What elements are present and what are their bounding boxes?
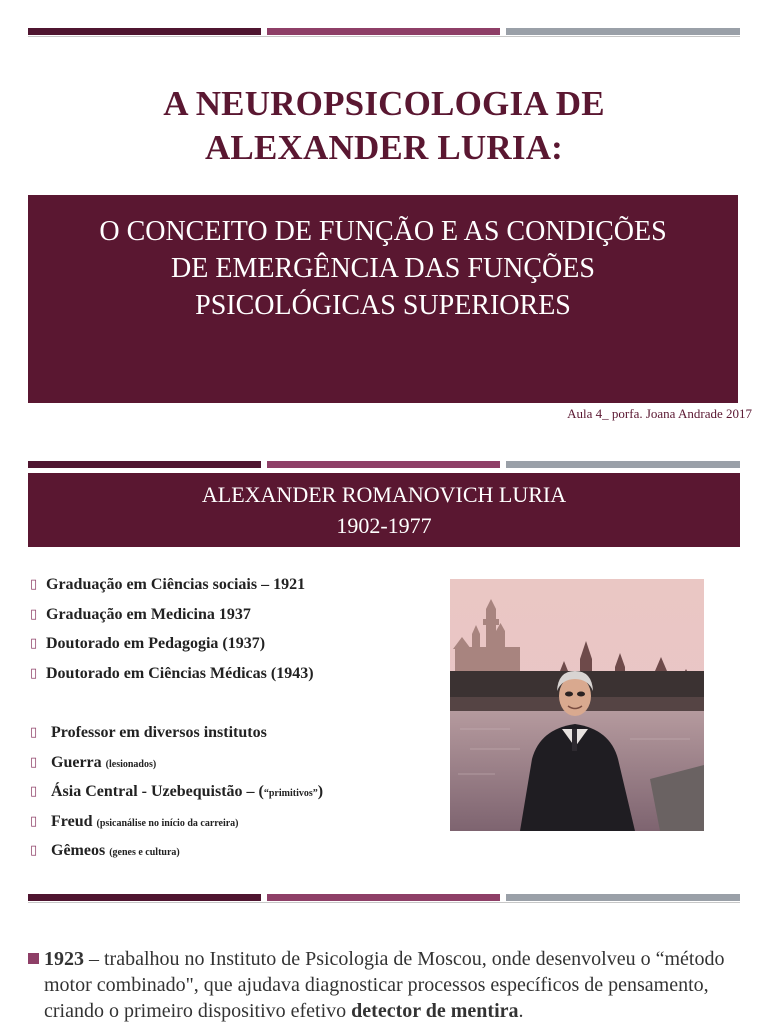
list-item: ▯ Doutorado em Pedagogia (1937) [30,632,430,662]
bullet-icon: ▯ [30,812,38,828]
person-years: 1902-1977 [336,513,432,538]
bio-list [30,573,430,869]
divider-bar-gray [506,461,740,468]
divider-bar-gray [506,28,740,35]
subtitle-line-1: O CONCEITO DE FUNÇÃO E AS CONDIÇÕES [99,216,667,247]
list-item: ▯ Graduação em Medicina 1937 [30,603,430,633]
slide-title [0,82,768,170]
bullet-icon: ▯ [30,753,38,769]
bullet-icon: ▯ [30,842,38,857]
bullet-icon: ▯ [30,724,38,739]
divider-bar-dark [28,461,261,468]
list-item: ▯ Gêmeos (genes e cultura) [30,839,430,869]
list-item: ▯ Ásia Central - Uzebequistão – (“primitivos”) [30,780,430,810]
list-item: ▯ Freud (psicanálise no início da carreira) [30,810,430,840]
subtitle-line-2: DE EMERGÊNCIA DAS FUNÇÕES [171,253,595,284]
divider-bar-gray [506,894,740,901]
name-header-box [28,473,740,547]
list-item: ▯ Graduação em Ciências sociais – 1921 [30,573,430,603]
divider-line [28,902,740,903]
divider-bar-mid [267,894,500,901]
bullet-square-icon [28,953,39,964]
year-1923: 1923 [44,948,84,970]
history-paragraph: 1923 – trabalhou no Instituto de Psicologia de Moscou, onde desenvolveu o “método motor combinado", que ajudava diagnosticar processos específicos de pensamento, criando o primeiro dispositivo efetivo detector de mentira. [28,946,748,1024]
divider-line [28,36,740,37]
person-name: ALEXANDER ROMANOVICH LURIA [201,482,567,507]
list-item: ▯ Professor em diversos institutos [30,721,430,751]
bullet-icon: ▯ [30,576,38,591]
list-item: ▯ Doutorado em Ciências Médicas (1943) [30,662,430,692]
divider-bar-mid [267,461,500,468]
lie-detector-term: detector de mentira [351,1000,519,1022]
divider-bar-dark [28,894,261,901]
divider-bar-dark [28,28,261,35]
luria-photo [450,579,704,831]
title-line-1: A NEUROPSICOLOGIA DE [163,84,605,123]
list-item: ▯ Guerra (lesionados) [30,751,430,781]
bullet-icon: ▯ [30,664,38,680]
title-line-2: ALEXANDER LURIA: [204,128,564,167]
bullet-icon: ▯ [30,783,38,798]
divider-bar-mid [267,28,500,35]
bullet-icon: ▯ [30,605,38,621]
bullet-icon: ▯ [30,635,38,650]
subtitle-box [28,195,738,403]
subtitle-line-3: PSICOLÓGICAS SUPERIORES [195,290,571,321]
slide-credit: Aula 4_ porfa. Joana Andrade 2017 [567,406,752,421]
